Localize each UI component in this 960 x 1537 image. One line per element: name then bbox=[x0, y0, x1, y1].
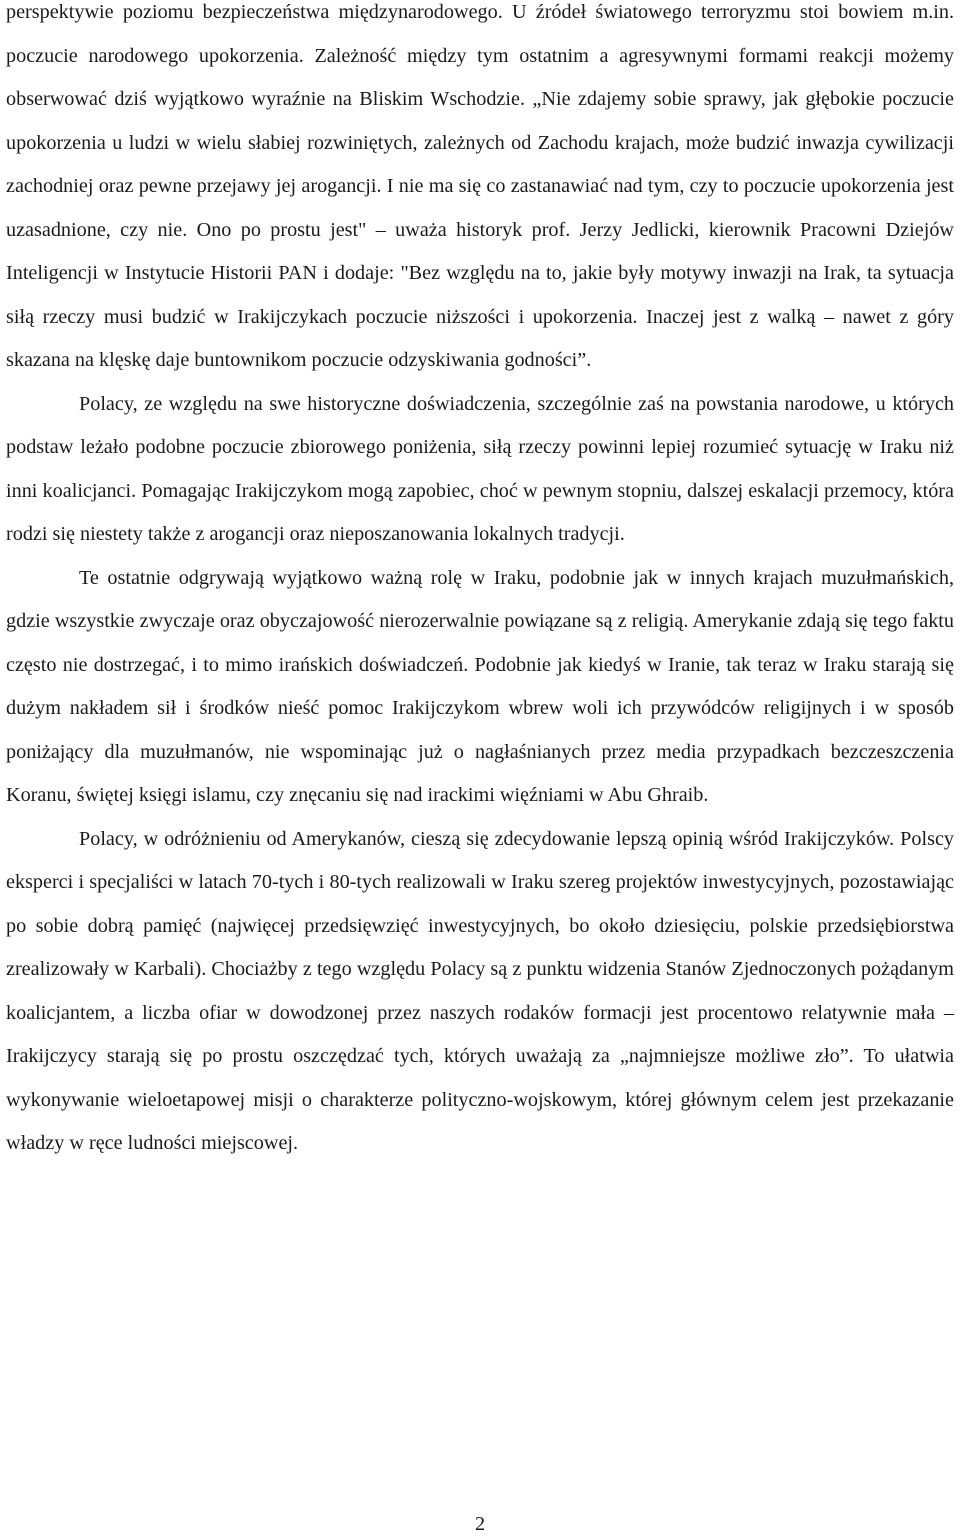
page-number: 2 bbox=[474, 1513, 486, 1535]
paragraph-2: Polacy, ze względu na swe historyczne doświadczenia, szczególnie zaś na powstania narodowe, u których podstaw leżało podobne poczucie zbiorowego poniżenia, siłą rzeczy powinni lepiej rozumieć sytuację w Iraku niż inni koalicjanci. Pomagając Irakijczykom mogą zapobiec, choć w pewnym stopniu, dalszej eskalacji przemocy, która rodzi się niestety także z arogancji oraz nieposzanowania lokalnych tradycji. bbox=[6, 392, 954, 545]
paragraph-3: Te ostatnie odgrywają wyjątkowo ważną rolę w Iraku, podobnie jak w innych krajach muzułmańskich, gdzie wszystkie zwyczaje oraz obyczajowość nierozerwalnie powiązane są z religią. Amerykanie zdają się tego faktu często nie dostrzegać, i to mimo irańskich doświadczeń. Podobnie jak kiedyś w Iranie, tak teraz w Iraku starają się dużym nakładem sił i środków nieść pomoc Irakijczykom wbrew woli ich przywódców religijnych i w sposób poniżający dla muzułmanów, nie wspominając już o nagłaśnianych przez media przypadkach bezczeszczenia Koranu, świętej księgi islamu, czy znęcaniu się nad irackimi więźniami w Abu Ghraib. bbox=[6, 566, 954, 806]
body-text bbox=[6, 0, 954, 1166]
paragraph-1: perspektywie poziomu bezpieczeństwa międzynarodowego. U źródeł światowego terroryzmu stoi bowiem m.in. poczucie narodowego upokorzenia. Zależność między tym ostatnim a agresywnymi formami reakcji możemy obserwować dziś wyjątkowo wyraźnie na Bliskim Wschodzie. „Nie zdajemy sobie sprawy, jak głębokie poczucie upokorzenia u ludzi w wielu słabiej rozwiniętych, zależnych od Zachodu krajach, może budzić inwazja cywilizacji zachodniej oraz pewne przejawy jej arogancji. I nie ma się co zastanawiać nad tym, czy to poczucie upokorzenia jest uzasadnione, czy nie. Ono po prostu jest" – uważa historyk prof. Jerzy Jedlicki, kierownik Pracowni Dziejów Inteligencji w Instytucie Historii PAN i dodaje: "Bez względu na to, jakie były motywy inwazji na Irak, ta sytuacja siłą rzeczy musi budzić w Irakijczykach poczucie niższości i upokorzenia. Inaczej jest z walką – nawet z góry skazana na klęskę daje buntownikom poczucie odzyskiwania godności”. bbox=[6, 1, 954, 371]
paragraph-4: Polacy, w odróżnieniu od Amerykanów, cieszą się zdecydowanie lepszą opinią wśród Irakijczyków. Polscy eksperci i specjaliści w latach 70-tych i 80-tych realizowali w Iraku szereg projektów inwestycyjnych, pozostawiając po sobie dobrą pamięć (najwięcej przedsięwzięć inwestycyjnych, bo około dziesięciu, polskie przedsiębiorstwa zrealizowały w Karbali). Chociażby z tego względu Polacy są z punktu widzenia Stanów Zjednoczonych pożądanym koalicjantem, a liczba ofiar w dowodzonej przez naszych rodaków formacji jest procentowo relatywnie mała – Irakijczycy starają się po prostu oszczędzać tych, których uważają za „najmniejsze możliwe zło”. To ułatwia wykonywanie wieloetapowej misji o charakterze polityczno-wojskowym, której głównym celem jest przekazanie władzy w ręce ludności miejscowej. bbox=[6, 827, 954, 1154]
